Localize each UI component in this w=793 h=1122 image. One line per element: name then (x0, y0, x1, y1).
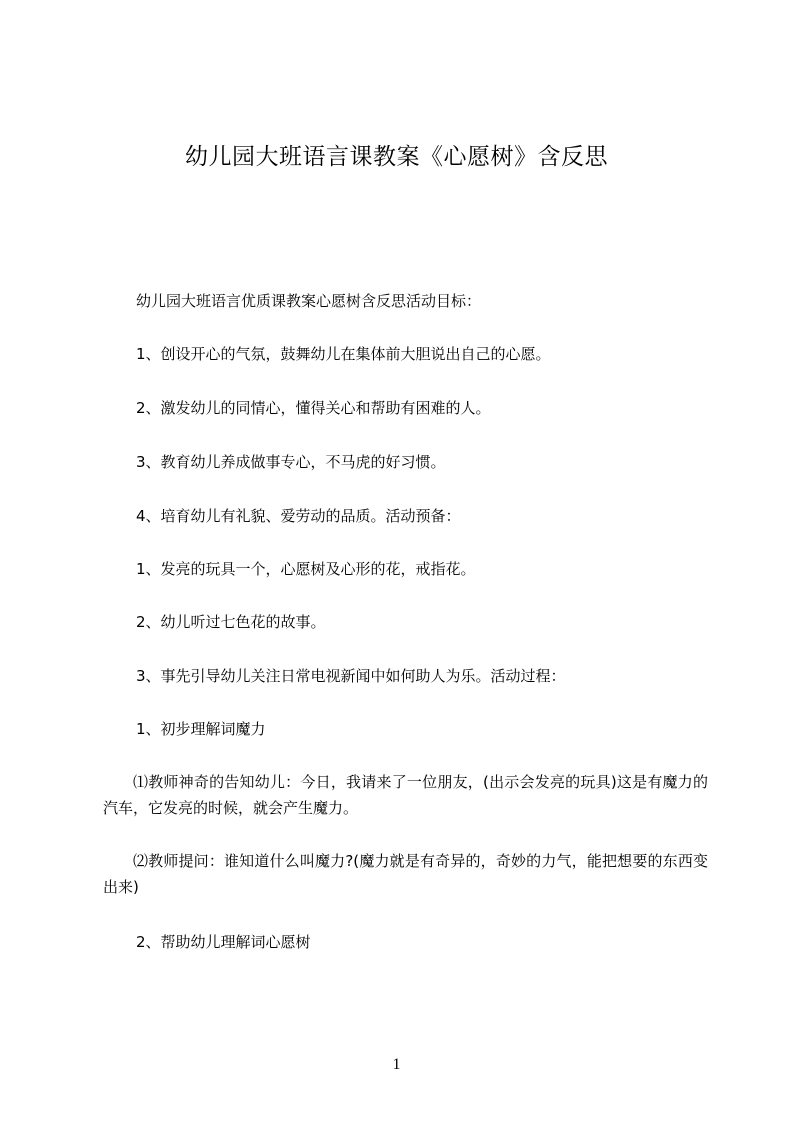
paragraph-prep-1: 1、发亮的玩具一个，心愿树及心形的花，戒指花。 (136, 560, 476, 578)
paragraph-process-1-step-2: ⑵教师提问：谁知道什么叫魔力?(魔力就是有奇异的，奇妙的力气，能把想要的东西变出来) (103, 852, 708, 896)
paragraph-process-2: 2、帮助幼儿理解词心愿树 (136, 933, 311, 951)
paragraph-process-1-step-1: ⑴教师神奇的告知幼儿：今日，我请来了一位朋友，(出示会发亮的玩具)这是有魔力的汽车，它发亮的时候，就会产生魔力。 (103, 773, 708, 817)
paragraph-process-1: 1、初步理解词魔力 (136, 720, 266, 738)
document-title: 幼儿园大班语言课教案《心愿树》含反思 (185, 144, 608, 170)
paragraph-goal-4: 4、培育幼儿有礼貌、爱劳动的品质。活动预备： (136, 507, 461, 525)
paragraph-goal-3: 3、教育幼儿养成做事专心，不马虎的好习惯。 (136, 453, 446, 471)
paragraph-prep-3: 3、事先引导幼儿关注日常电视新闻中如何助人为乐。活动过程： (136, 667, 566, 685)
paragraph-intro: 幼儿园大班语言优质课教案心愿树含反思活动目标： (136, 292, 482, 310)
paragraph-goal-1: 1、创设开心的气氛，鼓舞幼儿在集体前大胆说出自己的心愿。 (136, 345, 551, 363)
paragraph-prep-2: 2、幼儿听过七色花的故事。 (136, 613, 326, 631)
paragraph-goal-2: 2、激发幼儿的同情心，懂得关心和帮助有困难的人。 (136, 399, 491, 417)
page-number: 1 (392, 1056, 401, 1073)
